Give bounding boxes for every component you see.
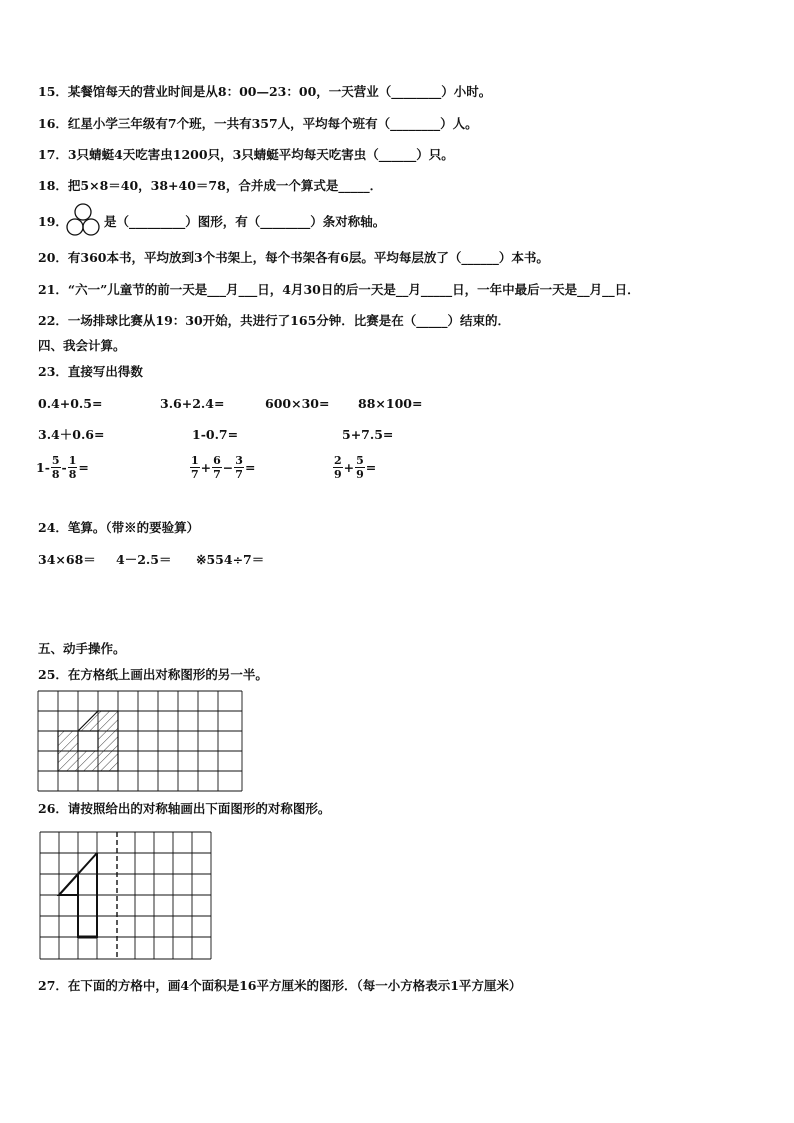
question-19-text: 是（_________）图形，有（________）条对称轴。 xyxy=(104,214,386,229)
question-25: 25．在方格纸上画出对称图形的另一半。 xyxy=(38,667,268,682)
question-22: 22．一场排球比赛从19：30开始，共进行了165分钟．比赛是在（_____）结束的． xyxy=(38,313,511,328)
hatched-half-shape xyxy=(58,711,118,771)
calc-item: 88×100= xyxy=(358,396,423,411)
grid-q26 xyxy=(39,831,215,963)
calc-item: 3.4＋0.6= xyxy=(38,427,105,442)
question-26: 26．请按照给出的对称轴画出下面图形的对称图形。 xyxy=(38,801,331,816)
calc-item: 600×30= xyxy=(265,396,330,411)
written-calc-item: 4－2.5＝ xyxy=(116,552,172,567)
calc-item: 1-0.7= xyxy=(192,427,239,442)
question-17: 17．3只蜻蜓4天吃害虫1200只，3只蜻蜓平均每天吃害虫（______）只。 xyxy=(38,147,454,162)
question-15: 15．某餐馆每天的营业时间是从8：00—23：00，一天营业（________）小时。 xyxy=(38,84,492,99)
question-24: 24．笔算。（带※的要验算） xyxy=(38,520,200,535)
calc-item: 0.4+0.5= xyxy=(38,396,103,411)
question-18: 18．把5×8＝40，38+40＝78，合并成一个算式是_____． xyxy=(38,178,383,193)
calc-item: 5+7.5= xyxy=(342,427,394,442)
question-20: 20．有360本书，平均放到3个书架上，每个书架各有6层。平均每层放了（______）本书。 xyxy=(38,250,549,265)
question-19-number: 19． xyxy=(38,214,68,229)
grid-q25 xyxy=(37,690,245,794)
written-calc-item: ※554÷7＝ xyxy=(196,552,265,567)
question-27: 27．在下面的方格中，画4个面积是16平方厘米的图形．（每一小方格表示1平方厘米） xyxy=(38,978,522,993)
question-16: 16．红星小学三年级有7个班，一共有357人，平均每个班有（________）人。 xyxy=(38,116,478,131)
fraction-expression-c: $\frac{2}{9}$ + $\frac{5}{9}$ = xyxy=(334,454,377,481)
section-5-heading: 五、动手操作。 xyxy=(38,641,126,656)
question-21: 21．“六一”儿童节的前一天是___月___日，4月30日的后一天是__月_____日，一年中最后一天是__月__日． xyxy=(38,282,640,297)
section-4-heading: 四、我会计算。 xyxy=(38,338,126,353)
written-calc-item: 34×68＝ xyxy=(38,552,96,567)
question-23: 23．直接写出得数 xyxy=(38,364,143,379)
three-circles-figure xyxy=(66,202,100,238)
fraction-expression-a: 1- $\frac{5}{8}$ - $\frac{1}{8}$ = xyxy=(36,454,89,481)
fraction-expression-b: $\frac{1}{7}$ + $\frac{6}{7}$ − $\frac{3}{7}$ = xyxy=(191,454,256,481)
calc-item: 3.6+2.4= xyxy=(160,396,225,411)
